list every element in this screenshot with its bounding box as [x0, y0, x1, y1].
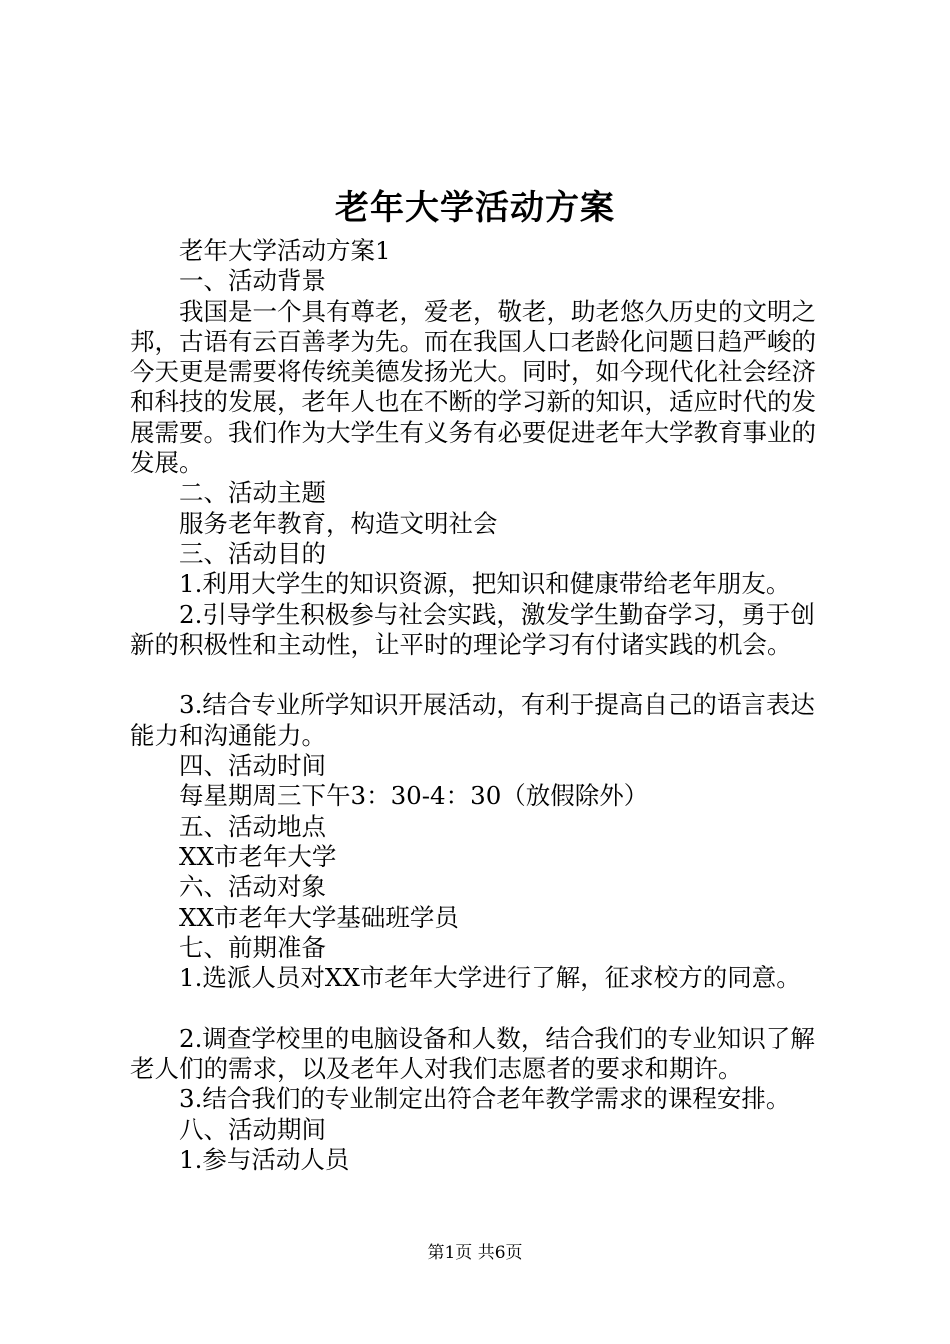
subtitle: 老年大学活动方案1: [179, 236, 391, 265]
section-heading: 三、活动目的: [179, 538, 326, 568]
list-item: 3.结合我们的专业制定出符合老年教学需求的课程安排。: [179, 1084, 791, 1114]
paragraph: 每星期周三下午3：30-4：30（放假除外）: [179, 781, 649, 811]
section-heading: 七、前期准备: [179, 932, 326, 962]
list-item: 3.结合专业所学知识开展活动，有利于提高自己的语言表达能力和沟通能力。: [130, 690, 815, 750]
list-item: 1.利用大学生的知识资源，把知识和健康带给老年朋友。: [179, 569, 791, 599]
section-heading: 六、活动对象: [179, 872, 326, 902]
list-item: 2.调查学校里的电脑设备和人数，结合我们的专业知识了解老人们的需求，以及老年人对我们志愿者的要求和期许。: [130, 1023, 815, 1084]
paragraph: 服务老年教育，构造文明社会: [179, 508, 498, 538]
spacer: [130, 993, 830, 1023]
paragraph: 我国是一个具有尊老，爱老，敬老，助老悠久历史的文明之邦，古语有云百善孝为先。而在我国人口老龄化问题日趋严峻的今天更是需要将传统美德发扬光大。同时，如今现代化社会经济和科技的发展，老年人也在不断的学习新的知识，适应时代的发展需要。我们作为大学生有义务有必要促进老年大学教育事业的发展。: [130, 296, 816, 478]
document-body: [130, 236, 830, 1175]
spacer: [130, 660, 830, 690]
list-item: 1.选派人员对XX市老年大学进行了解，征求校方的同意。: [179, 963, 801, 993]
section-heading: 八、活动期间: [179, 1114, 326, 1144]
document-title: 老年大学活动方案: [335, 188, 615, 228]
list-item: 1.参与活动人员: [179, 1144, 350, 1174]
page-number: 第1页 共6页: [427, 1243, 523, 1263]
section-heading: 一、活动背景: [179, 266, 326, 296]
paragraph: XX市老年大学基础班学员: [179, 902, 459, 932]
section-heading: 四、活动时间: [179, 751, 326, 781]
paragraph: XX市老年大学: [179, 841, 337, 871]
list-item: 2.引导学生积极参与社会实践，激发学生勤奋学习，勇于创新的积极性和主动性，让平时的理论学习有付诸实践的机会。: [130, 599, 815, 659]
section-heading: 五、活动地点: [179, 811, 326, 841]
section-heading: 二、活动主题: [179, 478, 326, 508]
